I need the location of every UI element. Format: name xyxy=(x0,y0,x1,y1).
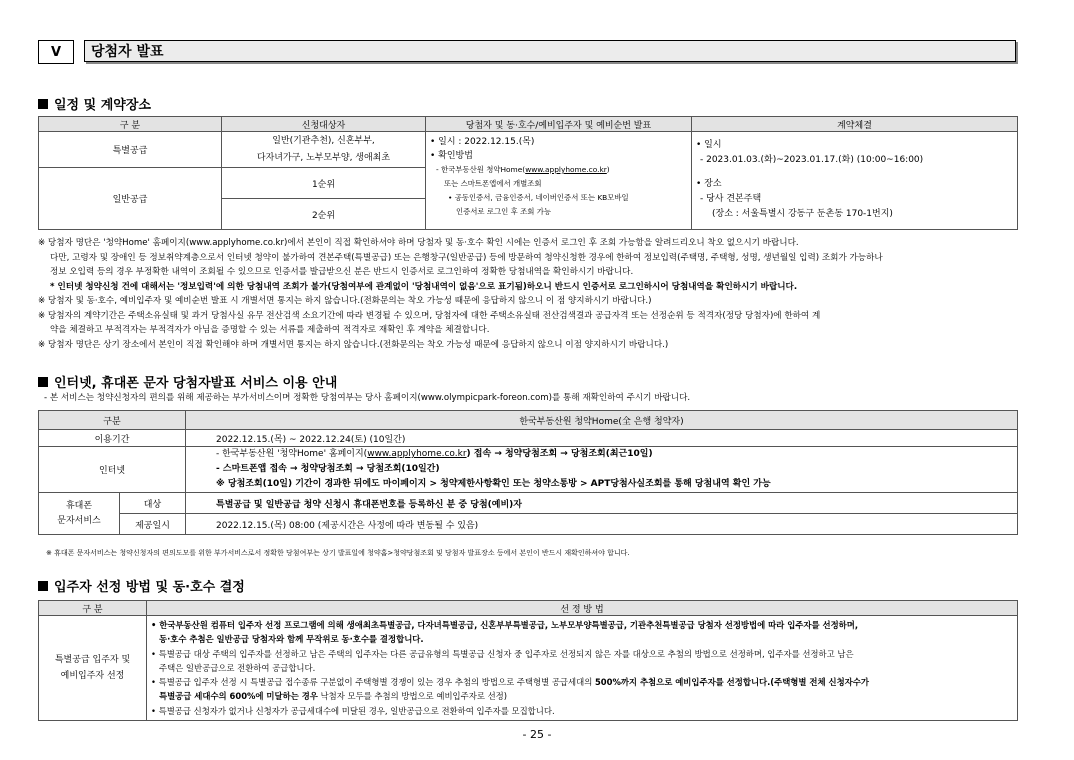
method-3a xyxy=(151,675,1013,689)
sec3-title: 입주자 선정 방법 및 동·호수 결정 xyxy=(54,580,245,595)
applyhome-link[interactable]: www.applyhome.co.kr xyxy=(525,165,607,174)
th-sel-method: 선 정 방 법 xyxy=(147,601,1018,616)
ann-method: • 확인방법 xyxy=(430,151,473,161)
th-target: 신청대상자 xyxy=(222,117,426,132)
ann-line3: • 공동인증서, 금융인증서, 네이버인증서 또는 KB모바일 xyxy=(448,193,629,202)
sel-method-cell xyxy=(147,616,1018,721)
rank1: 1순위 xyxy=(222,168,426,199)
con-date: • 일시 xyxy=(696,140,722,150)
note-3: 정보 오입력 등의 경우 부정확한 내역이 조회될 수 있으므로 인증서를 발급받으신 분은 반드시 인증서로 로그인하여 정확한 당첨내역을 확인하시기 바랍니다. xyxy=(50,267,634,277)
period-value: 2022.12.15.(목) ~ 2022.12.24(토) (10일간) xyxy=(186,430,1018,447)
note-1: ※ 당첨자 명단은 '청약Home' 홈페이지(www.applyhome.co.kr)에서 본인이 직접 확인하셔야 하며 당첨자 및 동·호수 확인 시에는 인증서 로그인 후 조회 가능함을 알려드리오니 착오 없으시기 바랍니다. xyxy=(38,238,799,248)
note-8: ※ 당첨자 명단은 상기 장소에서 본인이 직접 확인해야 하며 개별서면 통지는 하지 않습니다.(전화문의는 착오 가능성 때문에 응답하지 않으니 이점 양지하시기 바랍니다.) xyxy=(38,339,669,350)
sel-row-label-1: 특별공급 입주자 및 xyxy=(54,655,131,666)
section-header xyxy=(38,40,1018,64)
inet-line1 xyxy=(216,447,1013,462)
applyhome-link-2[interactable]: www.applyhome.co.kr xyxy=(367,449,467,459)
th-sel-category: 구 분 xyxy=(39,601,147,616)
sms-label-1: 휴대폰 xyxy=(65,500,93,511)
ann-line1-pre: - 한국부동산원 청약Home( xyxy=(436,165,526,174)
ann-date: • 일시 : 2022.12.15.(목) xyxy=(430,137,535,147)
page-number: - 25 - xyxy=(522,728,552,741)
method-2a: • 특별공급 대상 주택의 입주자를 선정하고 남은 주택의 입주자는 다른 공급유형의 특별공급 신청자 중 입주자로 선정되지 않은 자를 대상으로 추첨의 방법으로 선정하며, 입주자를 선정하고 남은 xyxy=(151,648,854,659)
general-supply-label: 일반공급 xyxy=(39,168,222,230)
con-place: • 장소 xyxy=(696,179,722,189)
inet-line1-post: ) 접속 → 청약당첨조회 → 당첨조회(최근10일) xyxy=(466,449,653,459)
con-place-value1: - 당사 견본주택 xyxy=(700,194,762,204)
contract-cell xyxy=(692,132,1018,230)
internet-label: 인터넷 xyxy=(39,447,186,493)
inet-line1-pre: - 한국부동산원 '청약Home' 홈페이지( xyxy=(216,449,368,459)
note-4: * 인터넷 청약신청 건에 대해서는 '정보입력'에 의한 당첨내역 조회가 불가(당첨여부에 관계없이 '당첨내역이 없음'으로 표기됨)하오니 반드시 인증서로 로그인하시어 당첨내역을 확인하시기 바랍니다. xyxy=(50,281,798,292)
selection-table xyxy=(38,600,1018,721)
note-2: 다만, 고령자 및 장애인 등 정보취약계층으로서 인터넷 청약이 불가하여 견본주택(특별공급) 또는 은행창구(일반공급) 등에 방문하여 청약신청한 경우에 한하여 정보입력(주택명, 주택형, 성명, 생년월일 입력) 조회가 가능하나 xyxy=(50,252,883,263)
schedule-table xyxy=(38,116,1018,230)
announce-cell xyxy=(426,132,692,230)
sec2-heading xyxy=(38,372,337,391)
note-6: ※ 당첨자의 계약기간은 주택소유실태 및 과거 당첨사실 유무 전산검색 소요기간에 따라 변경될 수 있으며, 당첨자에 대한 주택소유실태 전산검색결과 공급자격 또는 선정순위 등 적격자(정당 당첨자)에 한하여 계 xyxy=(38,310,821,321)
sec3-heading xyxy=(38,576,245,595)
time-value: 2022.12.15.(목) 08:00 (제공시간은 사정에 따라 변동될 수 있음) xyxy=(186,514,1018,535)
service-table xyxy=(38,410,1018,535)
sec2-footnote: ※ 휴대폰 문자서비스는 청약신청자의 편의도모를 위한 부가서비스로서 정확한 당첨여부는 상기 발표일에 청약홈>청약당첨조회 및 당첨자 발표장소 등에서 본인이 반드시 재확인하셔야 합니다. xyxy=(46,549,630,557)
ann-line1 xyxy=(430,163,687,177)
section-number: V xyxy=(38,40,74,64)
sel-row-label xyxy=(39,616,147,721)
method-1b: 동·호수 추첨은 일반공급 당첨자와 함께 무작위로 동·호수를 결정합니다. xyxy=(159,634,424,645)
target-label: 대상 xyxy=(120,493,186,514)
method-3b-post: 낙첨자 모두를 추첨의 방법으로 예비입주자로 선정) xyxy=(317,691,508,702)
method-3a-pre: • 특별공급 입주자 선정 시 특별공급 접수종류 구분없이 주택형별 경쟁이 있는 경우 추첨의 방법으로 주택형별 공급세대의 xyxy=(151,677,595,688)
method-3b-bold: 특별공급 세대수의 600%에 미달하는 경우 xyxy=(159,691,318,702)
sec1-heading xyxy=(38,94,151,113)
method-4: • 특별공급 신청자가 없거나 신청자가 공급세대수에 미달된 경우, 일반공급으로 전환하여 입주자를 모집합니다. xyxy=(151,705,555,716)
special-targets-line1: 일반(기관추천), 신혼부부, xyxy=(272,135,375,146)
con-date-value: - 2023.01.03.(화)~2023.01.17.(화) (10:00~16:00) xyxy=(700,155,924,165)
internet-value xyxy=(186,447,1018,493)
section-title: 당첨자 발표 xyxy=(84,40,1016,62)
sec1-title: 일정 및 계약장소 xyxy=(54,98,151,113)
note-5: ※ 당첨자 및 동·호수, 예비입주자 및 예비순번 발표 시 개별서면 통지는 하지 않습니다.(전화문의는 착오 가능성 때문에 응답하지 않으니 이 점 양지하시기 바랍니다.) xyxy=(38,296,652,306)
con-place-value2: (장소 : 서울특별시 강동구 둔촌동 170-1번지) xyxy=(712,209,893,219)
sms-label-2: 문자서비스 xyxy=(57,515,101,526)
square-bullet-icon xyxy=(38,581,48,591)
sec2-title: 인터넷, 휴대폰 문자 당첨자발표 서비스 이용 안내 xyxy=(54,376,338,391)
method-1a: • 한국부동산원 컴퓨터 입주자 선정 프로그램에 의해 생애최초특별공급, 다자녀특별공급, 신혼부부특별공급, 노부모부양특별공급, 기관추천특별공급 당첨자 선정방법에 따라 입주자를 선정하며, xyxy=(151,620,859,630)
special-targets xyxy=(222,132,426,168)
ann-line4: 인증서로 로그인 후 조회 가능 xyxy=(456,207,552,216)
ann-line1-post: ) xyxy=(606,165,610,174)
special-targets-line2: 다자녀가구, 노부모부양, 생애최초 xyxy=(256,152,391,163)
th-contract: 계약체결 xyxy=(692,117,1018,132)
inet-line3: ※ 당첨조회(10일) 기간이 경과한 뒤에도 마이페이지 > 청약제한사항확인 또는 청약소통방 > APT당첨사실조회를 통해 당첨내역 확인 가능 xyxy=(216,479,771,489)
method-2b: 주택은 일반공급으로 전환하여 공급합니다. xyxy=(159,662,316,673)
period-label: 이용기간 xyxy=(39,430,186,447)
special-supply-label: 특별공급 xyxy=(39,132,222,168)
target-value: 특별공급 및 일반공급 청약 신청시 휴대폰번호를 등록하신 분 중 당첨(예비)자 xyxy=(186,493,1018,514)
th-category: 구 분 xyxy=(39,117,222,132)
note-7: 약을 체결하고 부적격자는 부적격자가 아님을 증명할 수 있는 서류를 제출하여 적격자로 재확인 후 계약을 체결합니다. xyxy=(50,325,490,335)
sms-label xyxy=(39,493,120,535)
time-label: 제공일시 xyxy=(120,514,186,535)
inet-line2: - 스마트폰앱 접속 → 청약당첨조회 → 당첨조회(10일간) xyxy=(216,464,440,474)
rank2: 2순위 xyxy=(222,199,426,230)
th-announce: 당첨자 및 동·호수/예비입주자 및 예비순번 발표 xyxy=(426,117,692,132)
method-3a-bold: 500%까지 추첨으로 예비입주자를 선정합니다.(주택형별 전체 신청자수가 xyxy=(594,677,869,688)
th-applyhome: 한국부동산원 청약Home(全 은행 청약자) xyxy=(186,411,1018,430)
th-service-type: 구분 xyxy=(39,411,186,430)
sec1-notes xyxy=(38,236,1038,352)
sec2-intro: - 본 서비스는 청약신청자의 편의를 위해 제공하는 부가서비스이며 정확한 당첨여부는 당사 홈페이지(www.olympicpark-foreon.com)를 통해 재확인하여 주시기 바랍니다. xyxy=(44,393,691,403)
square-bullet-icon xyxy=(38,99,48,109)
sel-row-label-2: 예비입주자 선정 xyxy=(60,671,125,682)
method-3b xyxy=(151,689,1013,703)
ann-line2: 또는 스마트폰앱에서 개별조회 xyxy=(444,179,542,188)
square-bullet-icon xyxy=(38,377,48,387)
